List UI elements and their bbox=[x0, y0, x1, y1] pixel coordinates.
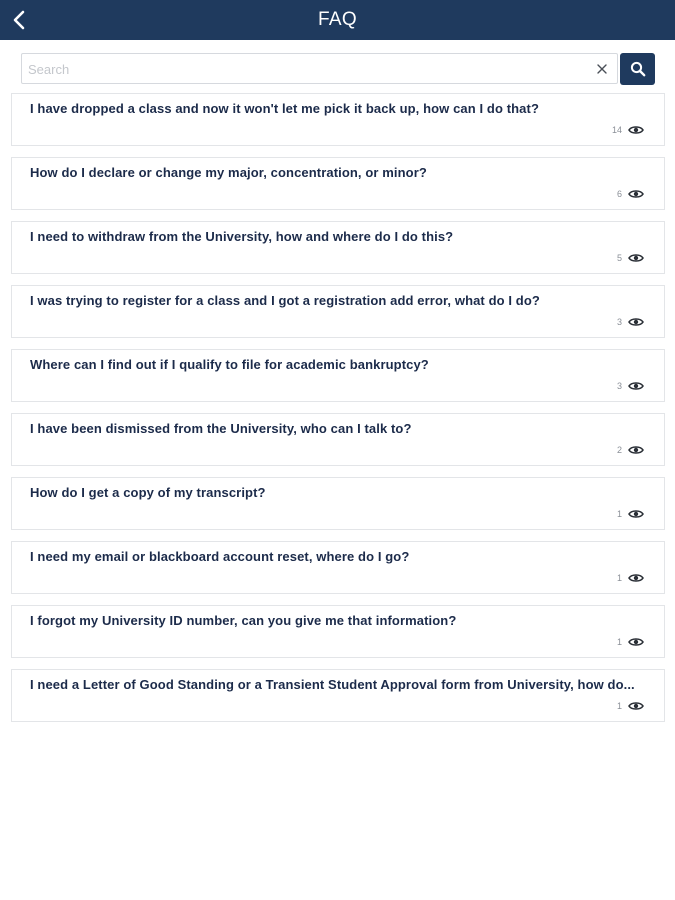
faq-view-meta bbox=[617, 187, 644, 201]
search-box bbox=[21, 53, 618, 84]
search-bar bbox=[21, 53, 655, 85]
faq-view-meta bbox=[617, 251, 644, 265]
faq-view-meta bbox=[617, 315, 644, 329]
view-count: 5 bbox=[616, 253, 622, 263]
faq-question: How do I declare or change my major, concentration, or minor? bbox=[30, 165, 427, 180]
faq-question: I was trying to register for a class and I got a registration add error, what do I do? bbox=[30, 293, 540, 308]
eye-icon bbox=[628, 445, 644, 455]
faq-view-meta bbox=[617, 443, 644, 457]
eye-icon bbox=[628, 637, 644, 647]
faq-list bbox=[11, 93, 665, 733]
back-button[interactable] bbox=[6, 6, 32, 34]
faq-item[interactable] bbox=[11, 285, 665, 338]
view-count: 2 bbox=[616, 445, 622, 455]
view-count: 6 bbox=[616, 189, 622, 199]
faq-item[interactable] bbox=[11, 93, 665, 146]
view-count: 1 bbox=[616, 701, 622, 711]
search-icon bbox=[630, 61, 646, 77]
eye-icon bbox=[628, 189, 644, 199]
page-title: FAQ bbox=[318, 9, 357, 30]
faq-view-meta bbox=[617, 635, 644, 649]
eye-icon bbox=[628, 317, 644, 327]
eye-icon bbox=[628, 701, 644, 711]
faq-item[interactable] bbox=[11, 669, 665, 722]
faq-question: I have dropped a class and now it won't let me pick it back up, how can I do that? bbox=[30, 101, 539, 116]
faq-item[interactable] bbox=[11, 349, 665, 402]
eye-icon bbox=[628, 509, 644, 519]
search-button[interactable] bbox=[620, 53, 655, 85]
faq-item[interactable] bbox=[11, 477, 665, 530]
faq-item[interactable] bbox=[11, 413, 665, 466]
eye-icon bbox=[628, 253, 644, 263]
faq-view-meta bbox=[617, 379, 644, 393]
faq-question: Where can I find out if I qualify to file for academic bankruptcy? bbox=[30, 357, 429, 372]
faq-question: I need to withdraw from the University, how and where do I do this? bbox=[30, 229, 454, 244]
clear-search-button[interactable] bbox=[593, 60, 611, 78]
view-count: 1 bbox=[616, 509, 622, 519]
faq-view-meta bbox=[617, 571, 644, 585]
faq-question: How do I get a copy of my transcript? bbox=[30, 485, 266, 500]
app-header bbox=[0, 0, 675, 40]
faq-question: I have been dismissed from the University, who can I talk to? bbox=[30, 421, 412, 436]
eye-icon bbox=[628, 381, 644, 391]
faq-question: I forgot my University ID number, can you give me that information? bbox=[30, 613, 457, 628]
faq-question: I need a Letter of Good Standing or a Transient Student Approval form from University, how do... bbox=[30, 677, 635, 692]
view-count: 3 bbox=[616, 381, 622, 391]
faq-question: I need my email or blackboard account reset, where do I go? bbox=[30, 549, 410, 564]
search-input[interactable] bbox=[28, 58, 588, 80]
chevron-left-icon bbox=[12, 10, 26, 30]
faq-view-meta bbox=[612, 123, 644, 137]
faq-view-meta bbox=[617, 507, 644, 521]
view-count: 1 bbox=[616, 637, 622, 647]
faq-view-meta bbox=[617, 699, 644, 713]
faq-item[interactable] bbox=[11, 605, 665, 658]
view-count: 14 bbox=[611, 125, 622, 135]
faq-item[interactable] bbox=[11, 541, 665, 594]
eye-icon bbox=[628, 125, 644, 135]
view-count: 3 bbox=[616, 317, 622, 327]
view-count: 1 bbox=[616, 573, 622, 583]
faq-item[interactable] bbox=[11, 157, 665, 210]
eye-icon bbox=[628, 573, 644, 583]
faq-item[interactable] bbox=[11, 221, 665, 274]
close-icon bbox=[597, 64, 607, 74]
